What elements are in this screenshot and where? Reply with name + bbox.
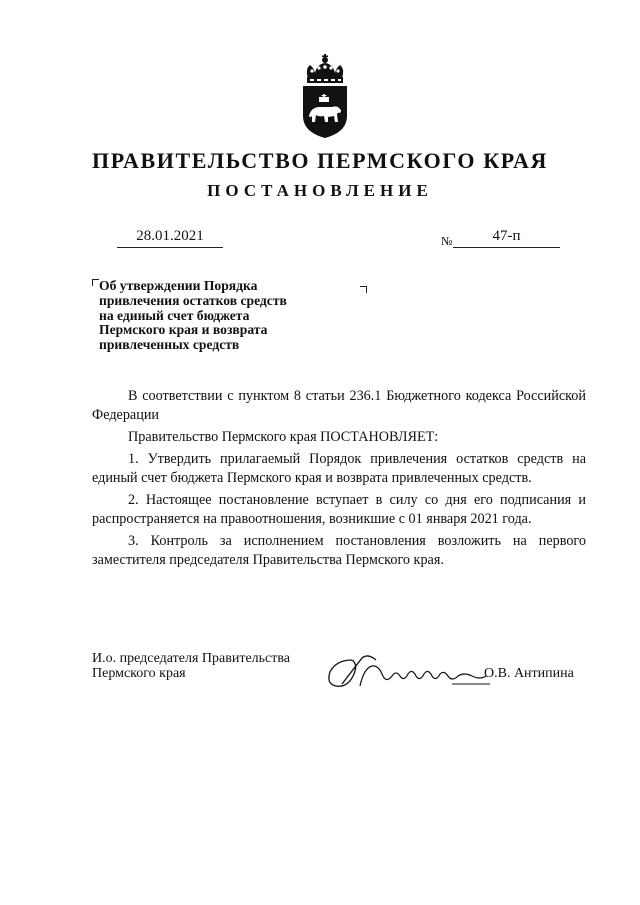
org-title: ПРАВИТЕЛЬСТВО ПЕРМСКОГО КРАЯ xyxy=(92,148,548,173)
signatory-name: О.В. Антипина xyxy=(484,666,574,681)
document-body xyxy=(92,387,586,573)
subject-line: Пермского края и возврата xyxy=(99,322,268,338)
number-label: № xyxy=(441,234,453,248)
body-paragraph: 3. Контроль за исполнением постановления возложить на первого заместителя председателя Правительства Пермского края. xyxy=(92,533,586,568)
position-line: Пермского края xyxy=(92,665,186,681)
subject-line: привлечения остатков средств xyxy=(99,292,287,308)
subject-line: на единый счет бюджета xyxy=(99,307,250,323)
document-date: 28.01.2021 xyxy=(117,228,223,248)
signatory-position xyxy=(92,652,290,681)
body-paragraph: 2. Настоящее постановление вступает в силу со дня его подписания и распространяется на правоотношения, возникшие с 01 января 2021 года. xyxy=(92,492,586,527)
subject-line: привлеченных средств xyxy=(99,337,240,353)
body-paragraph: 1. Утвердить прилагаемый Порядок привлечения остатков средств на единый счет бюджета Пермского края и возврата привлеченных средств. xyxy=(92,451,586,486)
subject-bracket-left xyxy=(92,279,99,286)
handwritten-signature xyxy=(322,654,492,692)
subject-line: Об утверждении Порядка xyxy=(99,278,258,293)
coat-of-arms-icon xyxy=(295,52,355,142)
document-subject xyxy=(99,279,369,353)
document-number: 47-п xyxy=(453,228,560,248)
body-paragraph: В соответствии с пунктом 8 статьи 236.1 Бюджетного кодекса Российской Федерации xyxy=(92,388,586,423)
position-line: И.о. председателя Правительства xyxy=(92,651,291,666)
document-type: ПОСТАНОВЛЕНИЕ xyxy=(207,181,433,200)
body-paragraph: Правительство Пермского края ПОСТАНОВЛЯЕТ: xyxy=(128,429,439,445)
